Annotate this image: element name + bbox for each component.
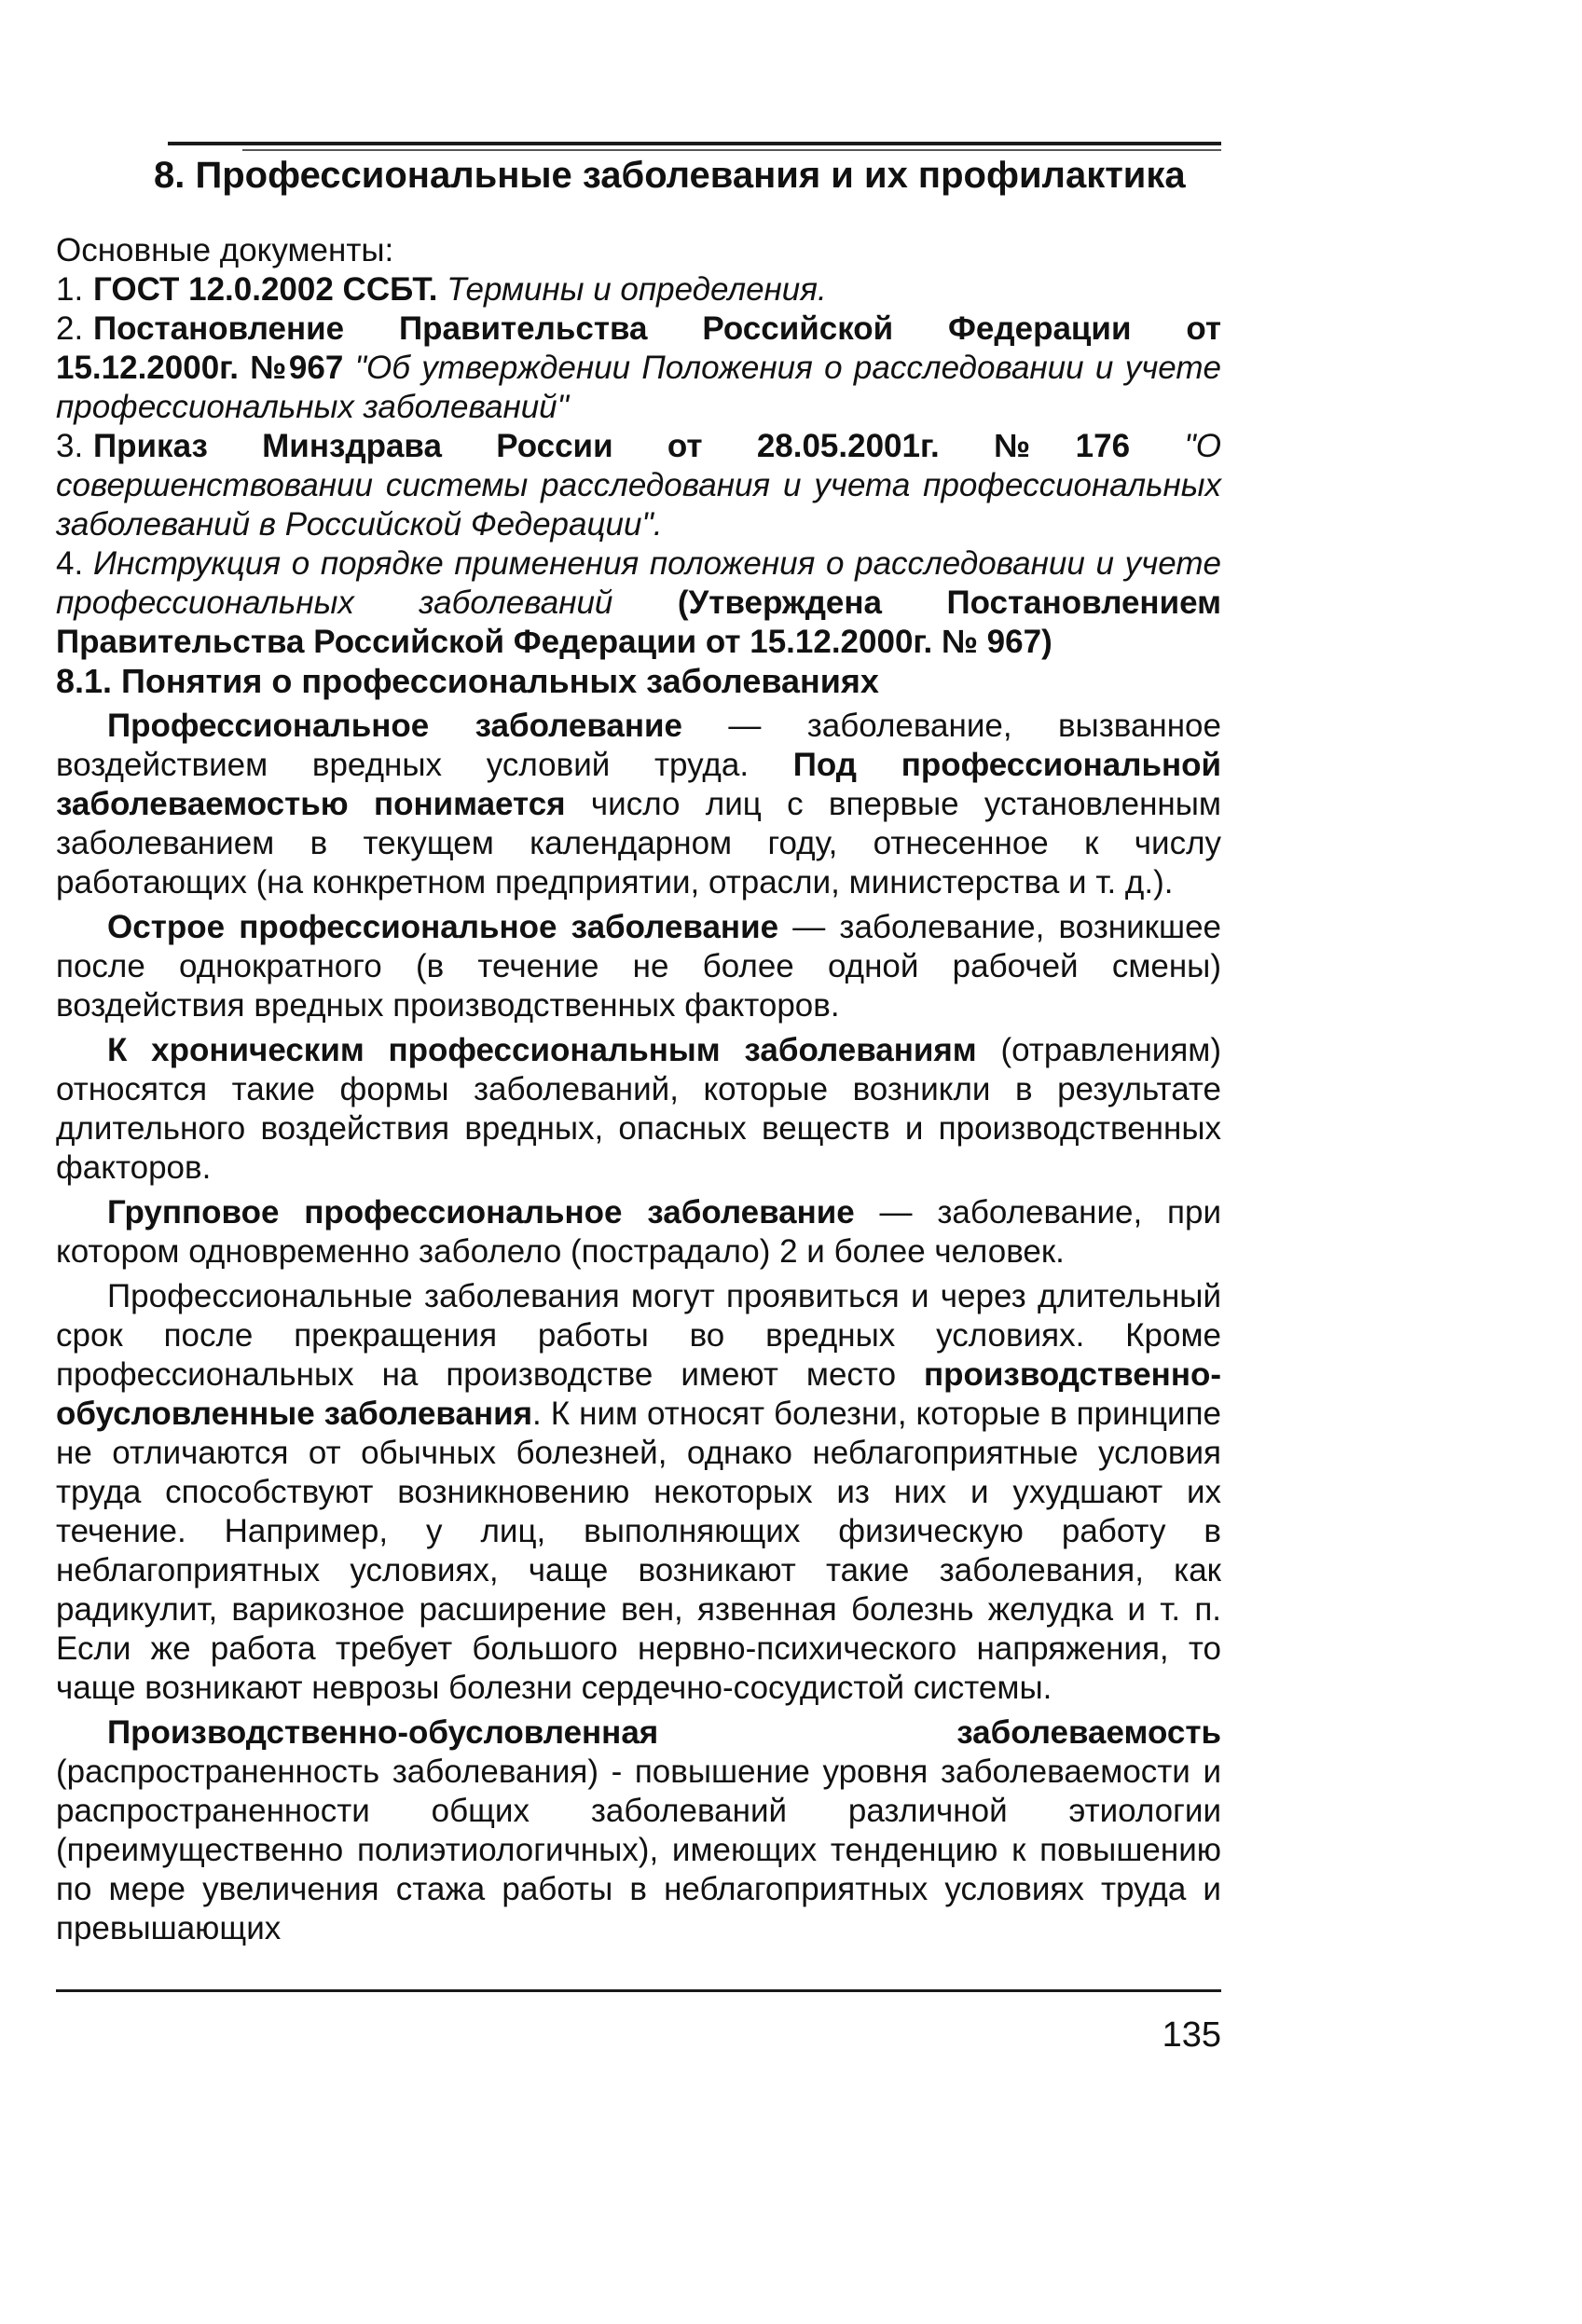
- doc-title: ГОСТ 12.0.2002 ССБТ.: [93, 271, 438, 308]
- term: Острое профессиональное заболевание: [107, 909, 779, 945]
- doc-subtitle: Термины и определения.: [437, 271, 827, 308]
- top-rule: [168, 142, 1221, 145]
- paragraph-3: [56, 1031, 1221, 1188]
- paragraph-2: [56, 908, 1221, 1025]
- doc-item-1: [56, 270, 1221, 309]
- doc-title: Приказ Минздрава России от 28.05.2001г. №176: [93, 428, 1131, 464]
- page-number: 135: [1162, 2015, 1221, 2055]
- doc-number: 4.: [56, 545, 84, 582]
- doc-subtitle: "О совершенствовании системы расследования и учета профессиональных заболеваний в Российской Федерации".: [56, 428, 1222, 543]
- term: производственно-обусловленные заболевания: [56, 1356, 1221, 1432]
- doc-item-4: [56, 544, 1221, 662]
- doc-number: 2.: [56, 310, 84, 347]
- doc-title: Постановление Правительства Российской Федерации от 15.12.2000г. №967: [56, 310, 1221, 386]
- term: Профессиональное заболевание: [107, 708, 683, 744]
- term: Под профессиональной заболеваемостью понимается: [56, 747, 1221, 822]
- text: — заболевание, при котором одновременно заболело (пострадало) 2 и более человек.: [56, 1194, 1221, 1270]
- doc-subtitle: (Утверждена Постановлением Правительства Российской Федерации от 15.12.2000г. № 967): [56, 584, 1221, 660]
- doc-item-2: [56, 309, 1221, 427]
- doc-title: Инструкция о порядке применения положения о расследовании и учете профессиональных заболеваний: [56, 545, 1221, 621]
- paragraph-4: [56, 1193, 1221, 1272]
- paragraph-1: [56, 707, 1221, 902]
- doc-number: 3.: [56, 428, 84, 464]
- doc-number: 1.: [56, 271, 84, 308]
- text: — заболевание, вызванное воздействием вредных условий труда.: [56, 708, 1221, 783]
- doc-item-3: [56, 427, 1221, 544]
- bottom-rule: [56, 1989, 1221, 1992]
- doc-subtitle: "Об утверждении Положения о расследовании и учете профессиональных заболеваний": [56, 350, 1222, 425]
- text: Профессиональные заболевания могут проявиться и через длительный срок после прекращения работы во вредных условиях. Кроме профессиональных на производстве имеют место: [56, 1278, 1221, 1393]
- term: К хроническим профессиональным заболеваниям: [107, 1032, 977, 1068]
- text: число лиц с впервые установленным заболеванием в текущем календарном году, отнесенное к числу работающих (на конкретном предприятии, отрасли, министерства и т. д.).: [56, 786, 1221, 901]
- term: Производственно-обусловленная заболеваемость: [107, 1714, 1221, 1751]
- section-title: 8. Профессиональные заболевания и их профилактика: [154, 155, 1186, 196]
- subsection-title: 8.1. Понятия о профессиональных заболеваниях: [56, 662, 879, 700]
- paragraph-6: [56, 1713, 1221, 1948]
- docs-heading: Основные документы:: [56, 232, 394, 268]
- text: (отравлениям) относятся такие формы заболеваний, которые возникли в результате длительного воздействия вредных, опасных веществ и производственных факторов.: [56, 1032, 1221, 1186]
- text: . К ним относят болезни, которые в принципе не отличаются от обычных болезней, однако неблагоприятные условия труда способствуют возникновению некоторых из них и ухудшают их течение. Например, у лиц, выполняющих физическую работу в неблагоприятных условиях, чаще возникают такие заболевания, как радикулит, варикозное расширение вен, язвенная болезнь желудка и т. п. Если же работа требует большого нервно-психического напряжения, то чаще возникают неврозы болезни сердечно-сосудистой системы.: [56, 1396, 1221, 1706]
- term: Групповое профессиональное заболевание: [107, 1194, 855, 1231]
- paragraph-5: [56, 1277, 1221, 1708]
- text: (распространенность заболевания) - повышение уровня заболеваемости и распространенности общих заболеваний различной этиологии (преимущественно полиэтиологичных), имеющих тенденцию к повышению по мере увеличения стажа работы в неблагоприятных условиях труда и превышающих: [56, 1753, 1221, 1946]
- page-content: [56, 231, 1221, 1948]
- text: — заболевание, возникшее после однократного (в течение не более одной рабочей смены) воздействия вредных производственных факторов.: [56, 909, 1221, 1024]
